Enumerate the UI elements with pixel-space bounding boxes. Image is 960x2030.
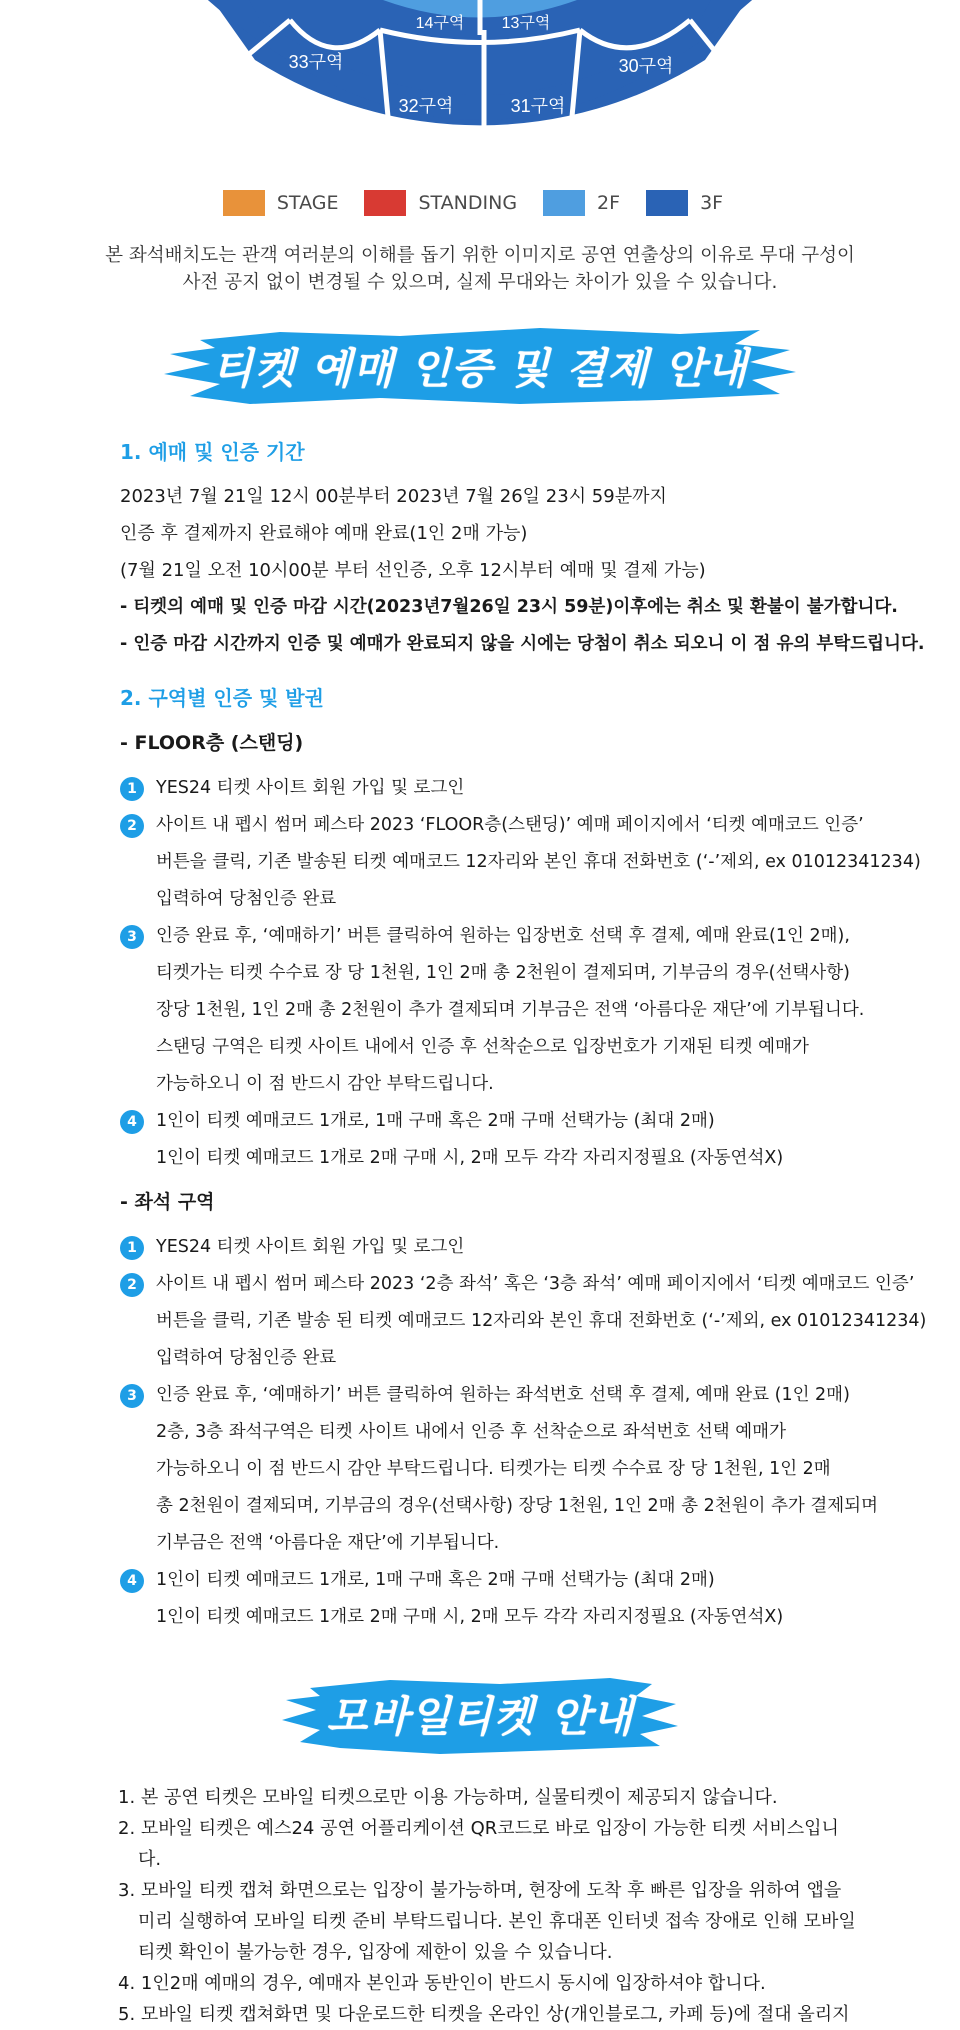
mobile-item: 4. 1인2매 예매의 경우, 예매자 본인과 동반인이 반드시 동시에 입장하셔야 합니다.	[118, 1973, 766, 1994]
period-line: 2023년 7월 21일 12시 00분부터 2023년 7월 26일 23시 59분까지	[120, 486, 667, 507]
step-text: 기부금은 전액 ‘아름다운 재단’에 기부됩니다.	[156, 1533, 500, 1553]
mobile-item: 5. 모바일 티켓 캡쳐화면 및 다운로드한 티켓을 온라인 상(개인블로그, 카페 등)에 절대 올리지	[118, 2004, 850, 2025]
mobile-item: 2. 모바일 티켓은 예스24 공연 어플리케이션 QR코드로 바로 입장이 가능한 티켓 서비스입니다.	[118, 1818, 839, 1870]
warning-line: - 티켓의 예매 및 인증 마감 시간(2023년7월26일 23시 59분)이후에는 취소 및 환불이 불가합니다.	[120, 597, 898, 617]
step-text: 인증 완료 후, ‘예매하기’ 버튼 클릭하여 원하는 입장번호 선택 후 결제, 예매 완료(1인 2매),	[156, 926, 850, 946]
step-text: 1인이 티켓 예매코드 1개로, 1매 구매 혹은 2매 구매 선택가능 (최대 2매)	[156, 1111, 715, 1131]
period-line: (7월 21일 오전 10시00분 부터 선인증, 오후 12시부터 예매 및 결제 가능)	[120, 560, 706, 581]
legend-label: 3F	[700, 192, 724, 214]
banner-title: 티켓 예매 인증 및 결제 안내	[212, 344, 748, 393]
step-text: 버튼을 클릭, 기존 발송 된 티켓 예매코드 12자리와 본인 휴대 전화번호 (‘-’제외, ex 01012341234)	[156, 1311, 927, 1331]
mobile-ticket-banner	[280, 1668, 680, 1760]
legend-item-2f	[543, 190, 620, 216]
step-text: 1인이 티켓 예매코드 1개로 2매 구매 시, 2매 모두 각각 자리지정필요 (자동연석X)	[156, 1607, 784, 1627]
step-text: 인증 완료 후, ‘예매하기’ 버튼 클릭하여 원하는 좌석번호 선택 후 결제, 예매 완료 (1인 2매)	[156, 1385, 850, 1405]
step-text: 가능하오니 이 점 반드시 감안 부탁드립니다. 티켓가는 티켓 수수료 장 당 1천원, 1인 2매	[156, 1459, 831, 1479]
mobile-ticket-list	[118, 1782, 858, 2030]
seat-map	[0, 0, 960, 180]
step-text: 버튼을 클릭, 기존 발송된 티켓 예매코드 12자리와 본인 휴대 전화번호 (‘-’제외, ex 01012341234)	[156, 852, 921, 872]
step-text: 총 2천원이 결제되며, 기부금의 경우(선택사항) 장당 1천원, 1인 2매 총 2천원이 추가 결제되며	[156, 1496, 878, 1516]
section-label-13: 13구역	[501, 15, 551, 32]
legend-label: 2F	[597, 192, 621, 214]
section-title: 1. 예매 및 인증 기간	[120, 440, 305, 464]
section-label-14: 14구역	[415, 15, 465, 32]
step-number: 3	[120, 925, 144, 949]
step-number: 4	[120, 1569, 144, 1593]
step-text: YES24 티켓 사이트 회원 가입 및 로그인	[156, 778, 465, 798]
legend-item-3f	[646, 190, 723, 216]
step-number: 3	[120, 1384, 144, 1408]
legend-item-stage	[223, 190, 339, 216]
floor-step-1	[120, 770, 850, 807]
step-text: 입력하여 당첨인증 완료	[156, 1348, 337, 1368]
floor-step-3	[120, 918, 865, 1103]
seat-step-2	[120, 1266, 927, 1377]
banner-title: 모바일티켓 안내	[326, 1692, 634, 1741]
step-number: 1	[120, 777, 144, 801]
step-number: 4	[120, 1110, 144, 1134]
legend-swatch	[646, 190, 688, 216]
floor-step-2	[120, 807, 921, 918]
warning-line: - 인증 마감 시간까지 인증 및 예매가 완료되지 않을 시에는 당첨이 취소 되오니 이 점 유의 부탁드립니다.	[120, 634, 925, 654]
section-label-33: 33구역	[288, 52, 344, 72]
notice-line: 사전 공지 없이 변경될 수 있으며, 실제 무대와는 차이가 있을 수 있습니다.	[182, 272, 778, 293]
section-label-30: 30구역	[618, 56, 674, 76]
section-label-31: 31구역	[510, 96, 566, 116]
seatmap-notice	[100, 242, 860, 296]
step-text: 장당 1천원, 1인 2매 총 2천원이 추가 결제되며 기부금은 전액 ‘아름다운 재단’에 기부됩니다.	[156, 1000, 865, 1020]
step-text: 2층, 3층 좌석구역은 티켓 사이트 내에서 인증 후 선착순으로 좌석번호 선택 예매가	[156, 1422, 786, 1442]
step-text: 입력하여 당첨인증 완료	[156, 889, 337, 909]
mobile-item: 3. 모바일 티켓 캡쳐 화면으로는 입장이 불가능하며, 현장에 도착 후 빠른 입장을 위하여 앱을 미리 실행하여 모바일 티켓 준비 부탁드립니다. 본인 휴대폰 인터넷 접속 장애로 인해 모바일 티켓 확인이 불가능한 경우, 입장에 제한이 있을 수 있습니다.	[118, 1880, 856, 1963]
legend-swatch	[364, 190, 406, 216]
mobile-item: 1. 본 공연 티켓은 모바일 티켓으로만 이용 가능하며, 실물티켓이 제공되지 않습니다.	[118, 1787, 778, 1808]
legend-swatch	[223, 190, 265, 216]
step-text: 사이트 내 펩시 썸머 페스타 2023 ‘FLOOR층(스탠딩)’ 예매 페이지에서 ‘티켓 예매코드 인증’	[156, 815, 864, 835]
step-text: 1인이 티켓 예매코드 1개로, 1매 구매 혹은 2매 구매 선택가능 (최대 2매)	[156, 1570, 715, 1590]
step-text: YES24 티켓 사이트 회원 가입 및 로그인	[156, 1237, 465, 1257]
step-text: 사이트 내 펩시 썸머 페스타 2023 ‘2층 좌석’ 혹은 ‘3층 좌석’ 예매 페이지에서 ‘티켓 예매코드 인증’	[156, 1274, 915, 1294]
floor-step-4	[120, 1103, 850, 1177]
seat-step-4	[120, 1562, 850, 1636]
step-text: 스탠딩 구역은 티켓 사이트 내에서 인증 후 선착순으로 입장번호가 기재된 티켓 예매가	[156, 1037, 809, 1057]
seat-legend	[0, 190, 960, 216]
seat-subtitle: - 좌석 구역	[120, 1191, 215, 1213]
step-number: 2	[120, 1273, 144, 1297]
step-number: 1	[120, 1236, 144, 1260]
section-label-32: 32구역	[398, 96, 454, 116]
legend-label: STAGE	[276, 192, 339, 214]
ticket-guide-banner	[160, 318, 800, 414]
floor-subtitle: - FLOOR층 (스탠딩)	[120, 732, 304, 754]
seat-step-1	[120, 1229, 850, 1266]
section-zone-auth	[120, 684, 927, 1636]
section-booking-period	[120, 438, 925, 663]
legend-item-standing	[364, 190, 517, 216]
step-text: 1인이 티켓 예매코드 1개로 2매 구매 시, 2매 모두 각각 자리지정필요 (자동연석X)	[156, 1148, 784, 1168]
step-text: 티켓가는 티켓 수수료 장 당 1천원, 1인 2매 총 2천원이 결제되며, 기부금의 경우(선택사항)	[156, 963, 850, 983]
legend-swatch	[543, 190, 585, 216]
notice-line: 본 좌석배치도는 관객 여러분의 이해를 돕기 위한 이미지로 공연 연출상의 이유로 무대 구성이	[105, 245, 855, 266]
legend-label: STANDING	[418, 192, 518, 214]
section-title: 2. 구역별 인증 및 발권	[120, 686, 324, 710]
step-number: 2	[120, 814, 144, 838]
period-line: 인증 후 결제까지 완료해야 예매 완료(1인 2매 가능)	[120, 523, 528, 544]
seat-step-3	[120, 1377, 878, 1562]
step-text: 가능하오니 이 점 반드시 감안 부탁드립니다.	[156, 1074, 494, 1094]
